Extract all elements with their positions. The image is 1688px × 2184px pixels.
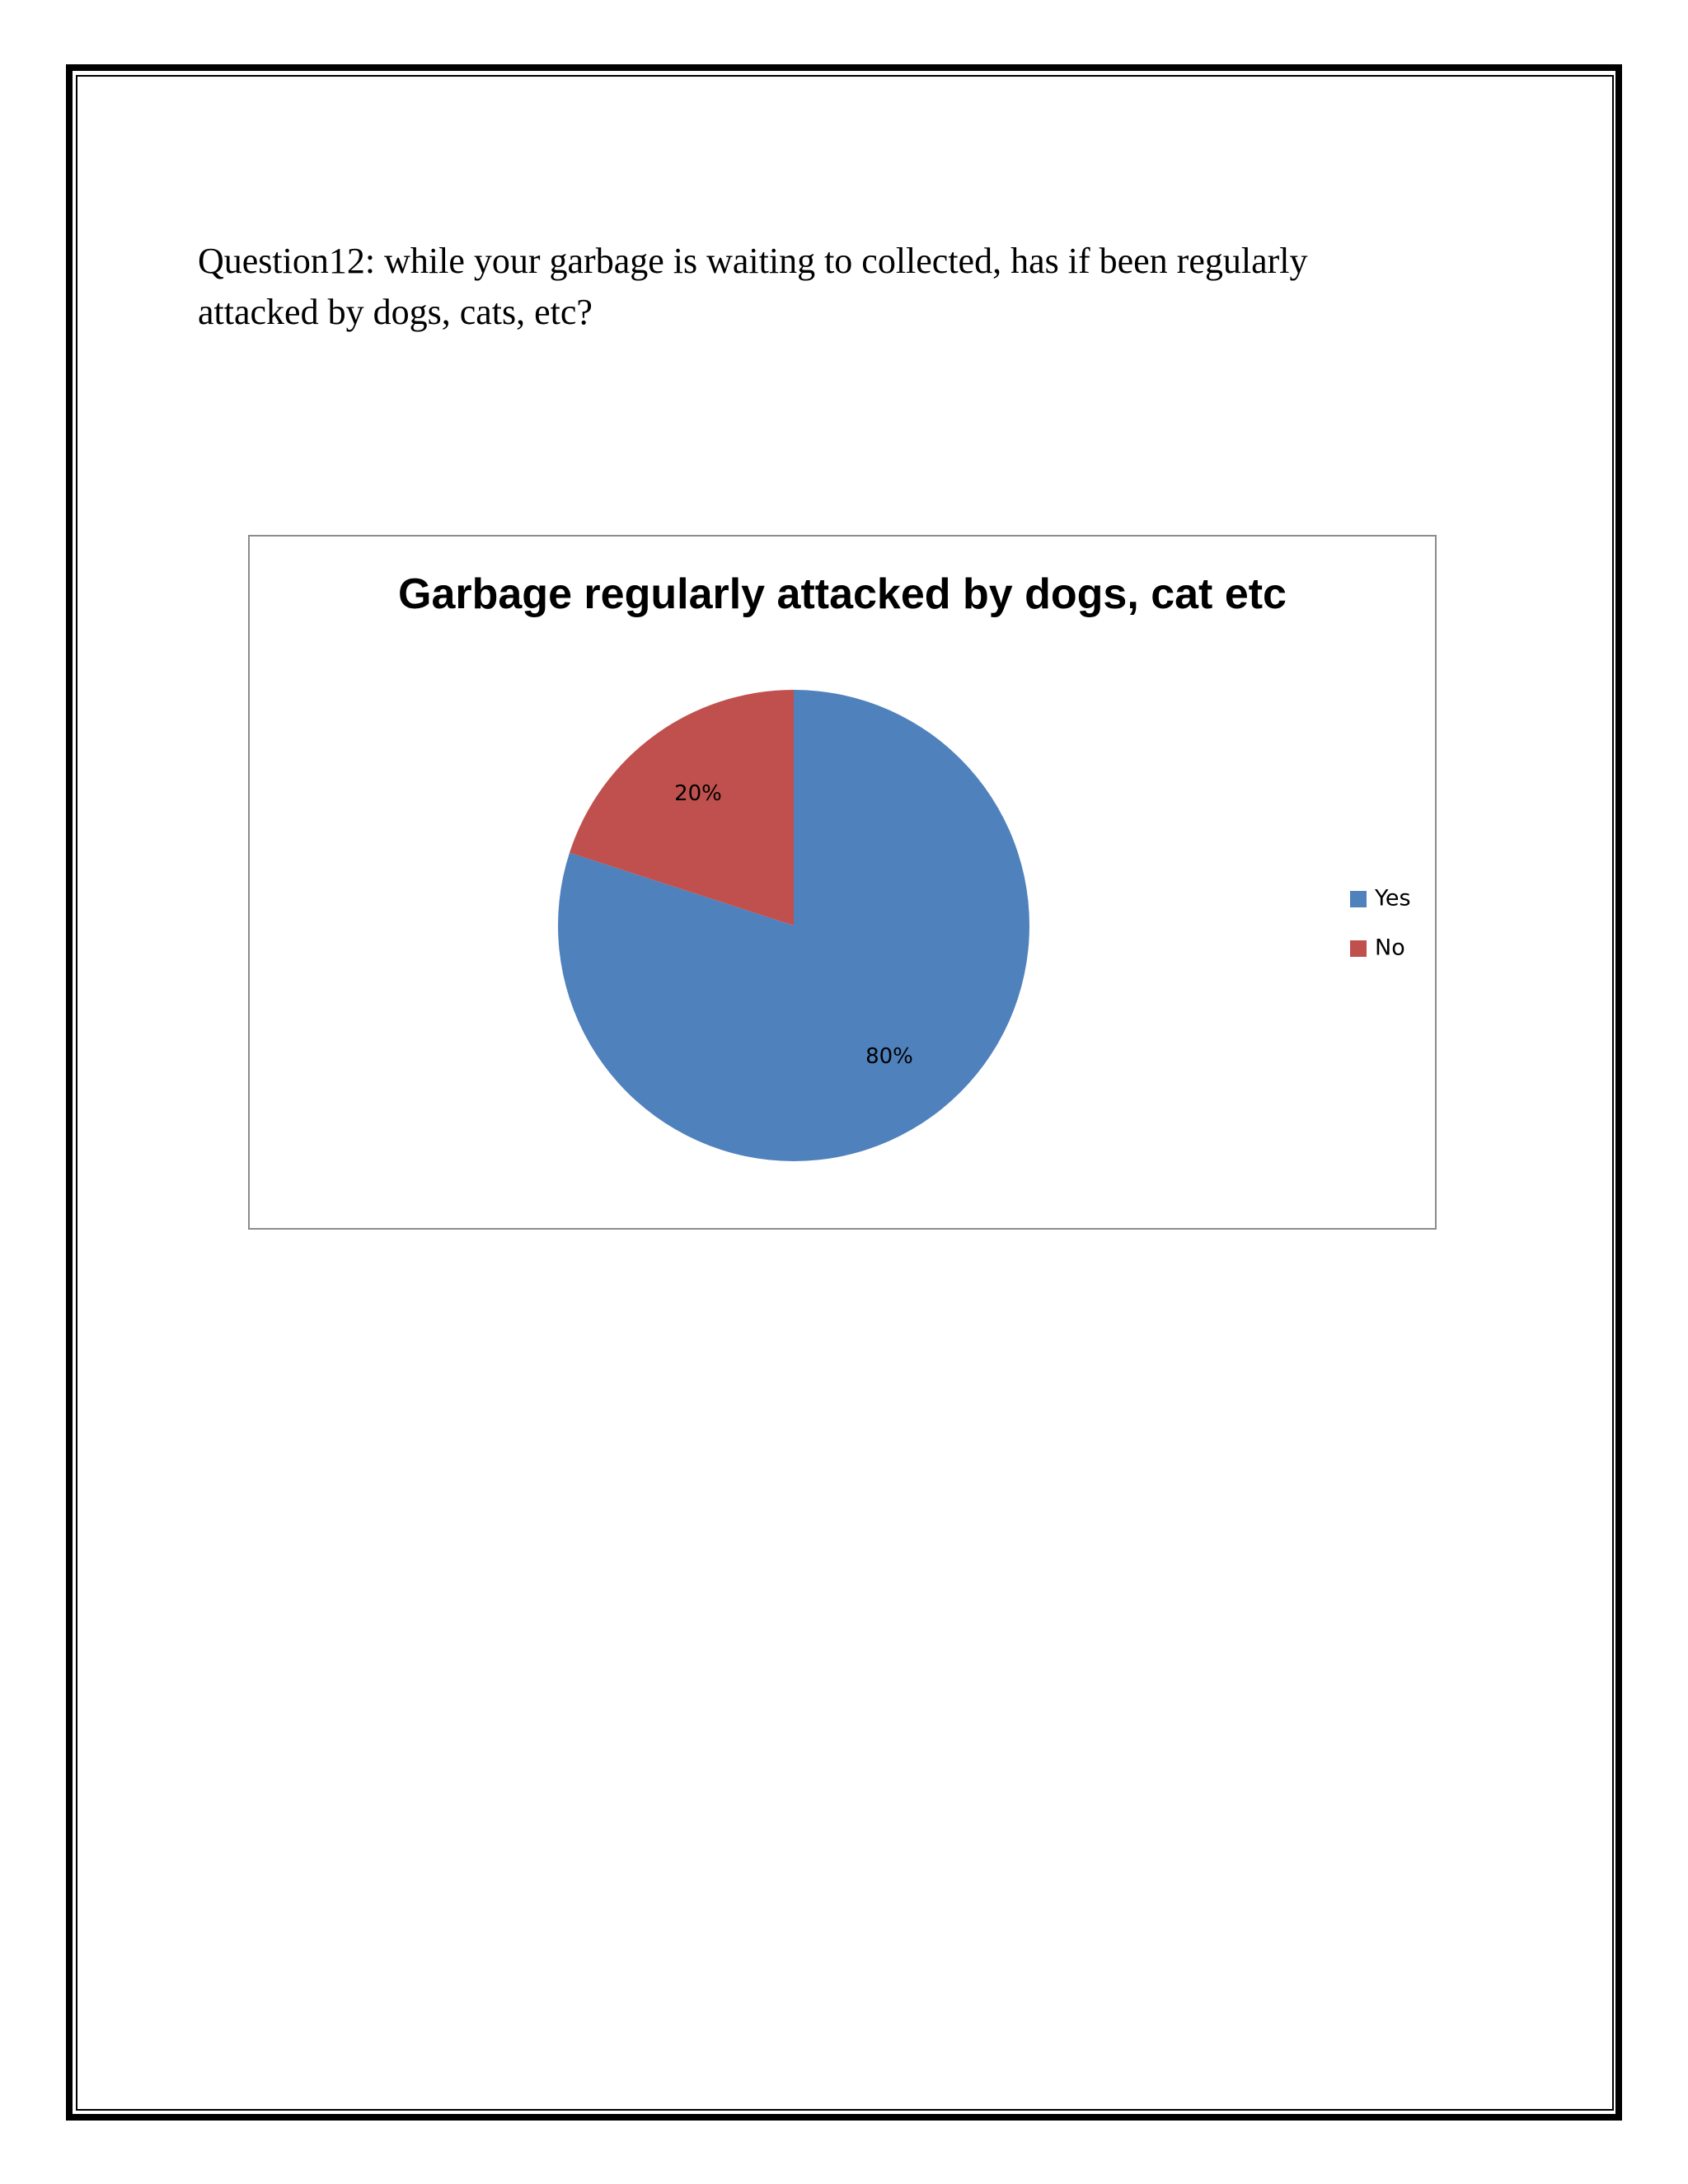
- chart-area: [248, 535, 1437, 1230]
- question-line-1: Question12: while your garbage is waiting to collected, has if been regularly: [198, 241, 1308, 281]
- legend-swatch-yes: [1350, 891, 1367, 907]
- question-text: [198, 236, 1484, 338]
- pie-chart: [250, 537, 1435, 1228]
- legend-swatch-no: [1350, 940, 1367, 957]
- chart-title: Garbage regularly attacked by dogs, cat etc: [398, 570, 1287, 618]
- legend-label-no: No: [1375, 935, 1405, 961]
- legend-label-yes: Yes: [1375, 885, 1411, 912]
- question-line-2: attacked by dogs, cats, etc?: [198, 292, 593, 332]
- data-label-no: 20%: [674, 780, 722, 806]
- data-label-yes: 80%: [865, 1044, 913, 1070]
